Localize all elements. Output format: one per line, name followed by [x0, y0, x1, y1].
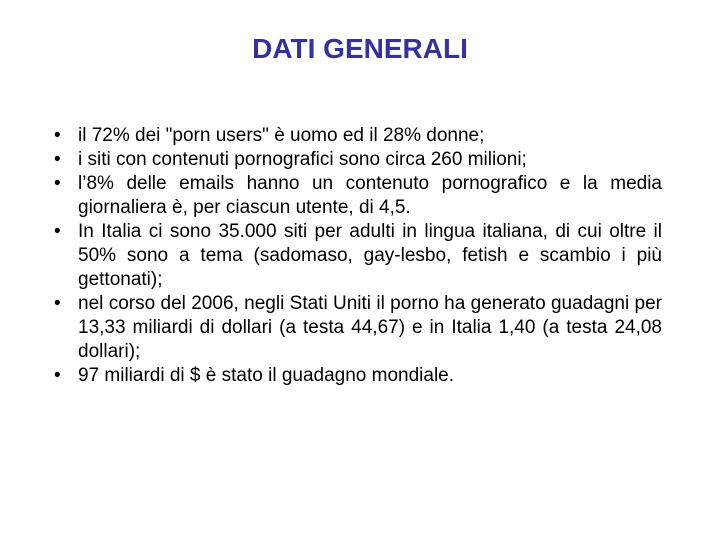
bullet-dot-icon: •	[54, 173, 61, 194]
bullet-item	[54, 364, 662, 388]
bullet-text: i siti con contenuti pornografici sono circa 260 milioni;	[78, 149, 527, 170]
bullet-text: il 72% dei "porn users" è uomo ed il 28% donne;	[78, 125, 485, 146]
bullet-item	[54, 292, 662, 364]
bullet-text: 97 miliardi di $ è stato il guadagno mondiale.	[78, 365, 455, 386]
bullet-dot-icon: •	[54, 365, 61, 386]
bullet-dot-icon: •	[54, 293, 61, 314]
bullet-item	[54, 148, 662, 172]
bullet-list	[54, 124, 662, 388]
bullet-dot-icon: •	[54, 125, 61, 146]
bullet-item	[54, 172, 662, 220]
bullet-item	[54, 220, 662, 292]
bullet-text: nel corso del 2006, negli Stati Uniti il porno ha generato guadagni per 13,33 miliardi di dollari (a testa 44,67) e in Italia 1,40 (a testa 24,08 dollari);	[78, 293, 662, 362]
bullet-text: l’8% delle emails hanno un contenuto pornografico e la media giornaliera è, per ciascun utente, di 4,5.	[78, 173, 662, 218]
slide-title: DATI GENERALI	[252, 33, 468, 64]
bullet-text: In Italia ci sono 35.000 siti per adulti in lingua italiana, di cui oltre il 50% sono a tema (sadomaso, gay-lesbo, fetish e scambio i più gettonati);	[78, 221, 662, 290]
bullet-item	[54, 124, 662, 148]
bullet-dot-icon: •	[54, 149, 61, 170]
bullet-dot-icon: •	[54, 221, 61, 242]
